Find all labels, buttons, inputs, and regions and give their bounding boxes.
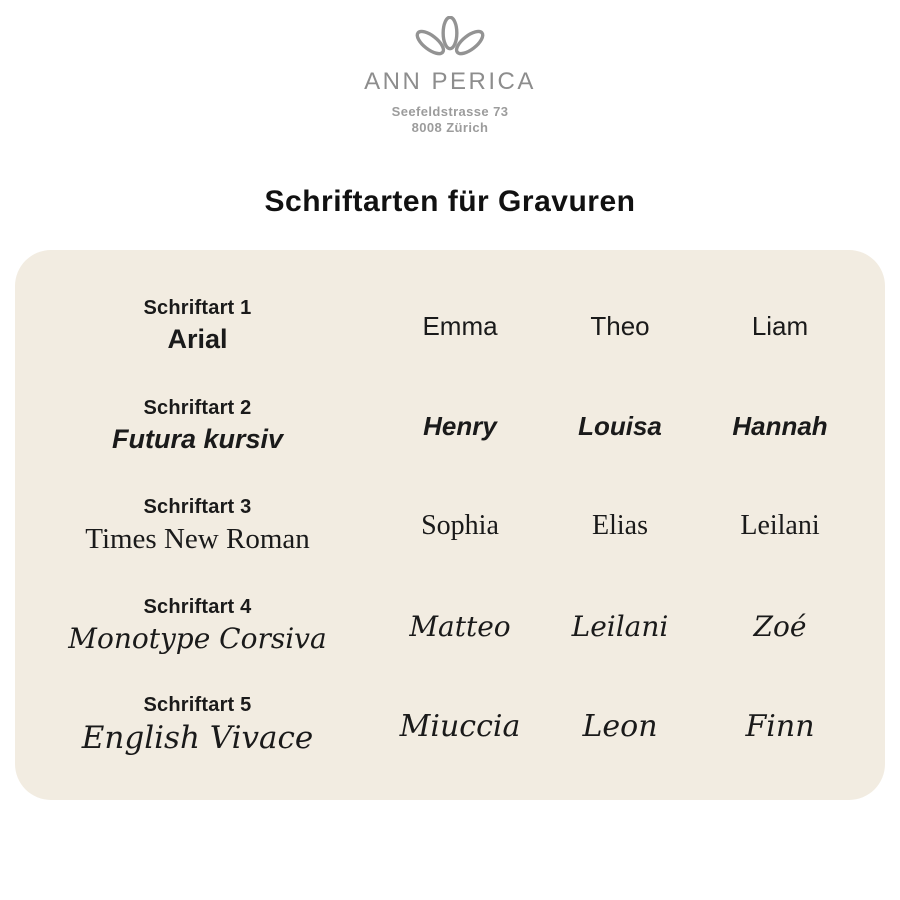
font-name-label: Times New Roman [85,522,310,555]
font-name-label: Monotype Corsiva [68,622,327,656]
font-name-label: Futura kursiv [111,423,284,454]
font-label-cell [15,297,380,355]
font-label-cell [15,694,380,757]
sample-name-2: Leilani [571,609,669,643]
sample-name-1: Miuccia [399,708,521,744]
sample-name-3: Zoé [753,609,807,643]
schriftart-label: Schriftart 3 [143,495,252,518]
brand-name: ANN PERICA [364,68,536,95]
brand-header [0,0,900,137]
font-row [15,576,860,676]
font-label-cell [15,496,380,557]
sample-name-2: Louisa [578,410,662,441]
sample-name-1: Emma [422,310,498,341]
page-title: Schriftarten für Gravuren [264,184,636,218]
font-row [15,476,860,576]
font-name-label: English Vivace [81,720,314,757]
schriftart-label: Schriftart 1 [143,296,252,319]
address-line-2: 8008 Zürich [411,120,489,136]
font-label-cell [15,596,380,656]
font-row [15,676,860,776]
sample-name-2: Leon [582,708,658,744]
schriftart-label: Schriftart 2 [143,396,252,419]
font-label-cell [15,397,380,455]
sample-name-2: Elias [592,510,648,541]
sample-name-3: Liam [751,310,809,341]
sample-name-1: Henry [423,410,497,441]
address-line-1: Seefeldstrasse 73 [391,104,509,119]
sample-name-3: Leilani [740,510,820,541]
font-name-label: Arial [167,323,228,354]
sample-name-3: Finn [745,708,815,744]
schriftart-label: Schriftart 5 [143,694,252,717]
sample-name-1: Matteo [409,609,511,643]
three-petal-leaf-icon [413,16,487,66]
sample-name-3: Hannah [732,410,828,441]
font-row [15,376,860,476]
font-table-card [15,250,885,800]
font-row [15,276,860,376]
sample-name-1: Sophia [421,510,499,541]
schriftart-label: Schriftart 4 [143,596,252,619]
sample-name-2: Theo [590,310,650,341]
